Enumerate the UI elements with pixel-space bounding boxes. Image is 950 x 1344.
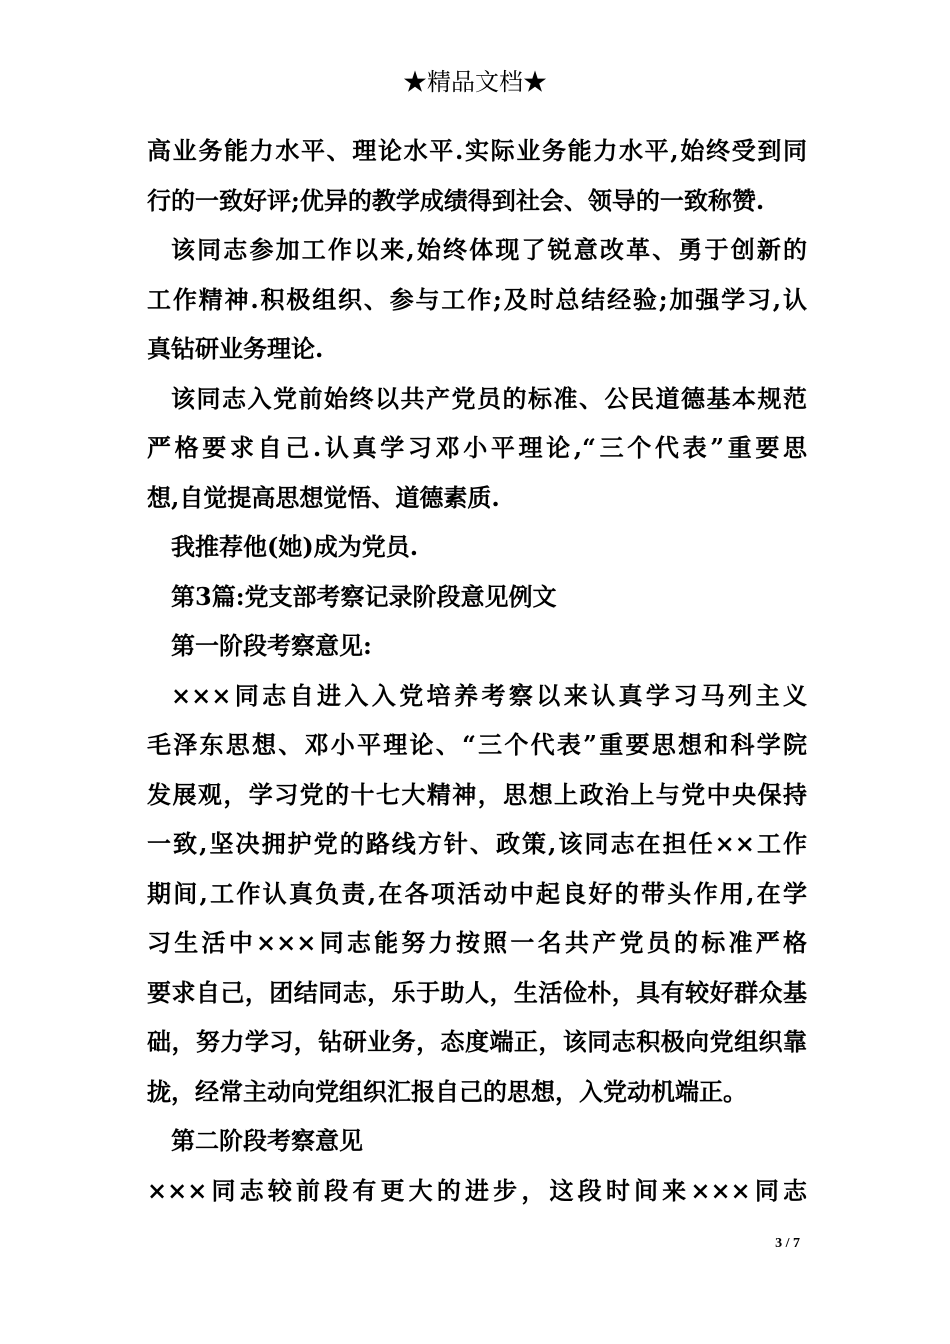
text-line: 该同志参加工作以来,始终体现了锐意改革、勇于创新的 [171, 235, 807, 264]
text-line: 要求自己，团结同志，乐于助人，生活俭朴，具有较好群众基 [147, 977, 807, 1007]
text-line: 期间,工作认真负责,在各项活动中起良好的带头作用,在学 [147, 878, 807, 908]
text-line: 想,自觉提高思想觉悟、道德素质. [147, 482, 500, 512]
text-line: 发展观，学习党的十七大精神，思想上政治上与党中央保持 [147, 779, 807, 809]
page-header-title: ★精品文档★ [403, 68, 547, 96]
text-line: 行的一致好评;优异的教学成绩得到社会、领导的一致称赞. [147, 185, 765, 215]
text-line: ×××同志较前段有更大的进步，这段时间来×××同志 [147, 1175, 807, 1205]
text-line: 础，努力学习，钻研业务，态度端正，该同志积极向党组织靠 [147, 1027, 807, 1056]
text-line: 第3篇:党支部考察记录阶段意见例文 [171, 581, 557, 611]
text-line: 高业务能力水平、理论水平.实际业务能力水平,始终受到同 [147, 136, 807, 165]
text-line: ×××同志自进入入党培养考察以来认真学习马列主义 [171, 680, 807, 710]
text-line: 严格要求自己.认真学习邓小平理论,“三个代表”重要思 [147, 433, 807, 462]
text-line: 习生活中×××同志能努力按照一名共产党员的标准严格 [147, 928, 807, 957]
page-number: 3 / 7 [775, 1236, 800, 1251]
text-line: 第一阶段考察意见: [171, 631, 372, 660]
text-line: 我推荐他(她)成为党员. [171, 532, 419, 561]
text-line: 该同志入党前始终以共产党员的标准、公民道德基本规范 [171, 383, 807, 413]
text-line: 毛泽东思想、邓小平理论、“三个代表”重要思想和科学院 [147, 730, 807, 759]
text-line: 工作精神.积极组织、参与工作;及时总结经验;加强学习,认 [147, 284, 807, 314]
text-line: 一致,坚决拥护党的路线方针、政策,该同志在担任××工作 [147, 829, 807, 858]
text-line: 拢，经常主动向党组织汇报自己的思想，入党动机端正。 [147, 1076, 747, 1106]
document-body [147, 126, 807, 1215]
text-line: 第二阶段考察意见 [171, 1126, 363, 1155]
text-line: 真钻研业务理论. [147, 334, 324, 363]
